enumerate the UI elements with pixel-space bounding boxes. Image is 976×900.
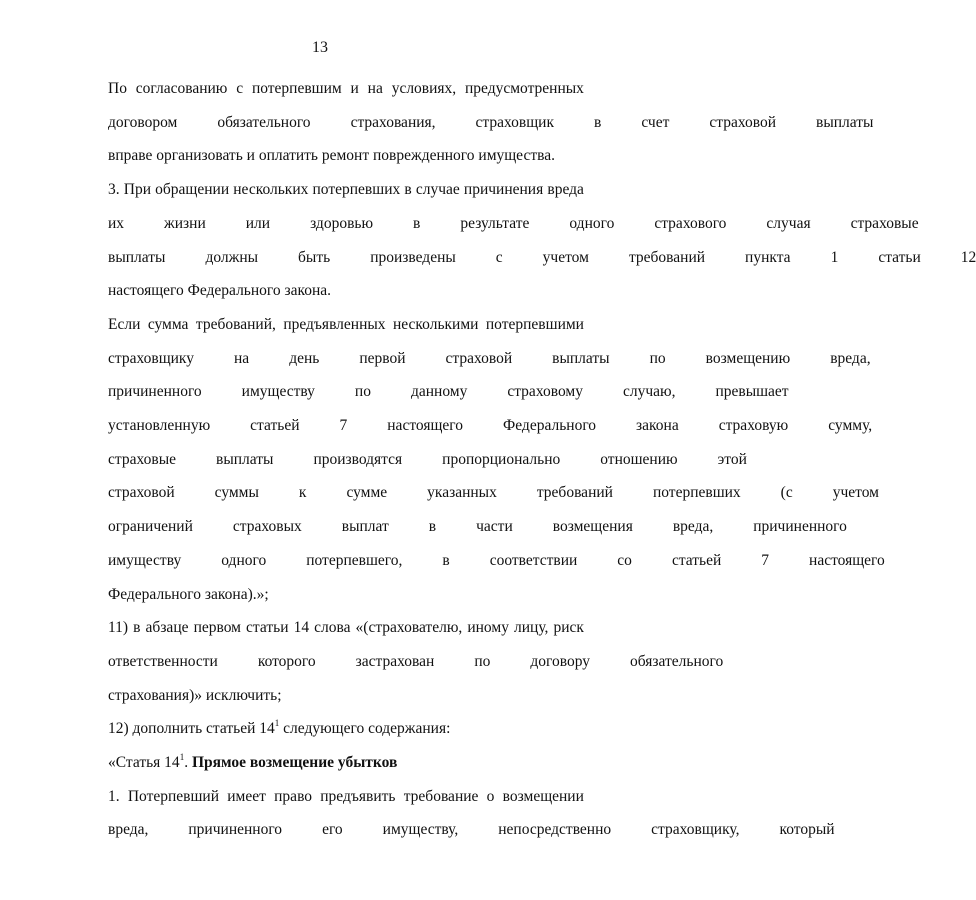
word: потерпевшего, <box>306 551 403 569</box>
word: первом <box>193 619 241 637</box>
word: «(страхователю, <box>355 619 463 637</box>
word: причинения <box>463 181 544 199</box>
word: потерпевших <box>652 484 741 502</box>
word: жизни <box>164 214 206 232</box>
word: страховые <box>850 214 919 232</box>
word: первой <box>359 349 406 367</box>
word: страховщик <box>475 113 555 131</box>
word: настоящего <box>387 417 464 435</box>
text-fragment: 12) дополнить статьей 14 <box>108 720 275 738</box>
word: выплаты <box>108 248 166 266</box>
word: предусмотренных <box>465 80 584 97</box>
text-fragment: . <box>184 754 192 772</box>
word: или <box>245 214 271 232</box>
word: по <box>649 349 666 367</box>
word: возмещению <box>705 349 791 367</box>
text-line <box>68 342 871 376</box>
word: вреда, <box>672 518 714 536</box>
word: суммы <box>214 484 259 502</box>
word: договором <box>108 113 178 131</box>
text-line <box>68 375 789 409</box>
word: предъявленных <box>283 315 386 333</box>
word: по <box>474 652 491 670</box>
text-line <box>68 746 584 780</box>
word: статьи <box>878 248 921 266</box>
text-line: вправе организовать и оплатить ремонт поврежденного имущества. <box>108 147 555 165</box>
word: абзаце <box>145 619 189 637</box>
word: Федерального <box>503 417 597 435</box>
text-line <box>68 645 724 679</box>
word: выплаты <box>816 113 874 131</box>
word: и <box>350 80 359 97</box>
word: в <box>594 113 602 131</box>
word: 14 <box>293 619 310 637</box>
text-line: настоящего Федерального закона. <box>108 282 332 300</box>
word: указанных <box>427 484 497 502</box>
word: отношению <box>600 450 678 468</box>
word: соответствии <box>489 551 578 569</box>
paragraph-item-11 <box>68 611 724 712</box>
document-body <box>68 72 976 847</box>
word: 1 <box>830 248 839 266</box>
word: на <box>367 80 383 97</box>
word: должны <box>205 248 259 266</box>
word: обязательного <box>217 113 311 131</box>
word: здоровью <box>310 214 374 232</box>
word: учетом <box>542 248 589 266</box>
word: 11) <box>108 619 129 637</box>
text-line <box>68 476 879 510</box>
word: страховщику, <box>651 821 740 839</box>
word: вреда, <box>830 349 871 367</box>
text-line <box>68 207 919 241</box>
text-line <box>68 106 874 140</box>
word: произведены <box>370 248 456 266</box>
word: требование <box>403 787 479 805</box>
word: 7 <box>339 417 348 435</box>
word: статьи <box>246 619 289 637</box>
word: требований <box>628 248 706 266</box>
word: страховых <box>232 518 302 536</box>
word: одного <box>569 214 615 232</box>
word: в <box>133 619 141 637</box>
word: случае <box>415 181 460 199</box>
word: превышает <box>715 383 789 401</box>
paragraph-article-item-1 <box>68 780 835 847</box>
word: право <box>274 787 313 805</box>
text-line <box>68 611 584 645</box>
word: По <box>108 80 127 97</box>
word: сумма <box>147 315 189 333</box>
word: вреда, <box>108 821 149 839</box>
word: страхования, <box>350 113 436 131</box>
word: производятся <box>313 450 403 468</box>
word: страховые <box>108 450 176 468</box>
word: потерпевших <box>312 181 401 199</box>
word: страховой <box>709 113 777 131</box>
word: статьей <box>250 417 300 435</box>
word: день <box>289 349 320 367</box>
word: пункта <box>745 248 791 266</box>
word: потерпевшими <box>485 315 584 333</box>
word: условиях, <box>391 80 457 97</box>
word: имеет <box>227 787 266 805</box>
paragraph-item-12 <box>68 712 584 746</box>
word: их <box>108 214 125 232</box>
text-line <box>68 813 835 847</box>
word: которого <box>257 652 316 670</box>
word: со <box>617 551 632 569</box>
word: имуществу <box>108 551 182 569</box>
word: возмещения <box>552 518 633 536</box>
word: сумме <box>346 484 388 502</box>
word: выплаты <box>552 349 610 367</box>
text-line <box>68 409 873 443</box>
word: возмещении <box>502 787 584 805</box>
text-fragment: следующего содержания: <box>279 720 451 738</box>
word: Потерпевший <box>127 787 220 805</box>
word: страховой <box>445 349 513 367</box>
word: вреда <box>547 181 584 199</box>
word: с <box>495 248 503 266</box>
word: потерпевшим <box>251 80 342 97</box>
word: (с <box>780 484 793 502</box>
text-line <box>68 308 584 342</box>
word: нескольких <box>233 181 309 199</box>
word: в <box>404 181 412 199</box>
text-line <box>68 443 747 477</box>
word: в <box>413 214 421 232</box>
word: части <box>476 518 513 536</box>
word: несколькими <box>392 315 479 333</box>
word: по <box>354 383 371 401</box>
word: о <box>486 787 495 805</box>
word: с <box>236 80 244 97</box>
word: одного <box>221 551 267 569</box>
superscript: 1 <box>274 718 280 729</box>
article-label: «Статья 14 <box>108 754 180 772</box>
word: выплат <box>341 518 389 536</box>
word: имуществу <box>241 383 315 401</box>
word: ответственности <box>108 652 218 670</box>
word: иному <box>467 619 509 637</box>
paragraph-item-3 <box>68 173 976 308</box>
word: сумму, <box>828 417 873 435</box>
word: 1. <box>108 787 120 805</box>
word: его <box>322 821 343 839</box>
text-line <box>68 780 584 814</box>
word: Если <box>108 315 141 333</box>
word: случая <box>766 214 811 232</box>
article-heading <box>68 746 584 780</box>
word: быть <box>298 248 331 266</box>
paragraph-repair-agreement <box>68 72 874 173</box>
word: в <box>442 551 450 569</box>
word: имуществу, <box>382 821 459 839</box>
word: на <box>234 349 250 367</box>
word: обязательного <box>630 652 724 670</box>
word: страховому <box>507 383 583 401</box>
text-line <box>68 173 584 207</box>
article-title: Прямое возмещение убытков <box>191 754 398 772</box>
word: При <box>123 181 152 199</box>
text-line <box>68 241 976 275</box>
word: настоящего <box>809 551 885 569</box>
word: установленную <box>108 417 211 435</box>
word: лицу, <box>514 619 549 637</box>
word: причиненного <box>188 821 283 839</box>
superscript: 1 <box>179 752 185 763</box>
word: статьей <box>671 551 722 569</box>
word: страховой <box>108 484 175 502</box>
text-line <box>68 712 584 746</box>
word: случаю, <box>622 383 676 401</box>
word: страхового <box>654 214 727 232</box>
word: результате <box>460 214 530 232</box>
word: непосредственно <box>498 821 612 839</box>
word: ограничений <box>108 518 193 536</box>
word: учетом <box>832 484 879 502</box>
word: 7 <box>761 551 770 569</box>
word: 12 <box>960 248 976 266</box>
word: предъявить <box>320 787 396 805</box>
page-number: 13 <box>312 39 328 56</box>
word: согласованию <box>135 80 228 97</box>
word: к <box>298 484 307 502</box>
word: этой <box>717 450 747 468</box>
word: договору <box>530 652 591 670</box>
word: требований, <box>195 315 276 333</box>
word: 3. <box>108 181 120 199</box>
word: причиненного <box>753 518 847 536</box>
text-line <box>68 510 847 544</box>
word: риск <box>553 619 584 637</box>
word: требований <box>536 484 613 502</box>
text-line <box>68 544 885 578</box>
word: причиненного <box>108 383 202 401</box>
text-line: страхования)» исключить; <box>108 686 282 704</box>
word: в <box>428 518 437 536</box>
text-line <box>68 72 584 106</box>
word: слова <box>314 619 351 637</box>
word: страховщику <box>108 349 194 367</box>
paragraph-claims-sum <box>68 308 885 611</box>
word: страховую <box>718 417 789 435</box>
word: закона <box>636 417 679 435</box>
word: застрахован <box>355 652 435 670</box>
text-line: Федерального закона).»; <box>108 585 269 603</box>
word: счет <box>641 113 670 131</box>
word: выплаты <box>216 450 274 468</box>
word: данному <box>410 383 468 401</box>
word: пропорционально <box>442 450 561 468</box>
word: обращении <box>155 181 230 199</box>
word: который <box>779 821 835 839</box>
